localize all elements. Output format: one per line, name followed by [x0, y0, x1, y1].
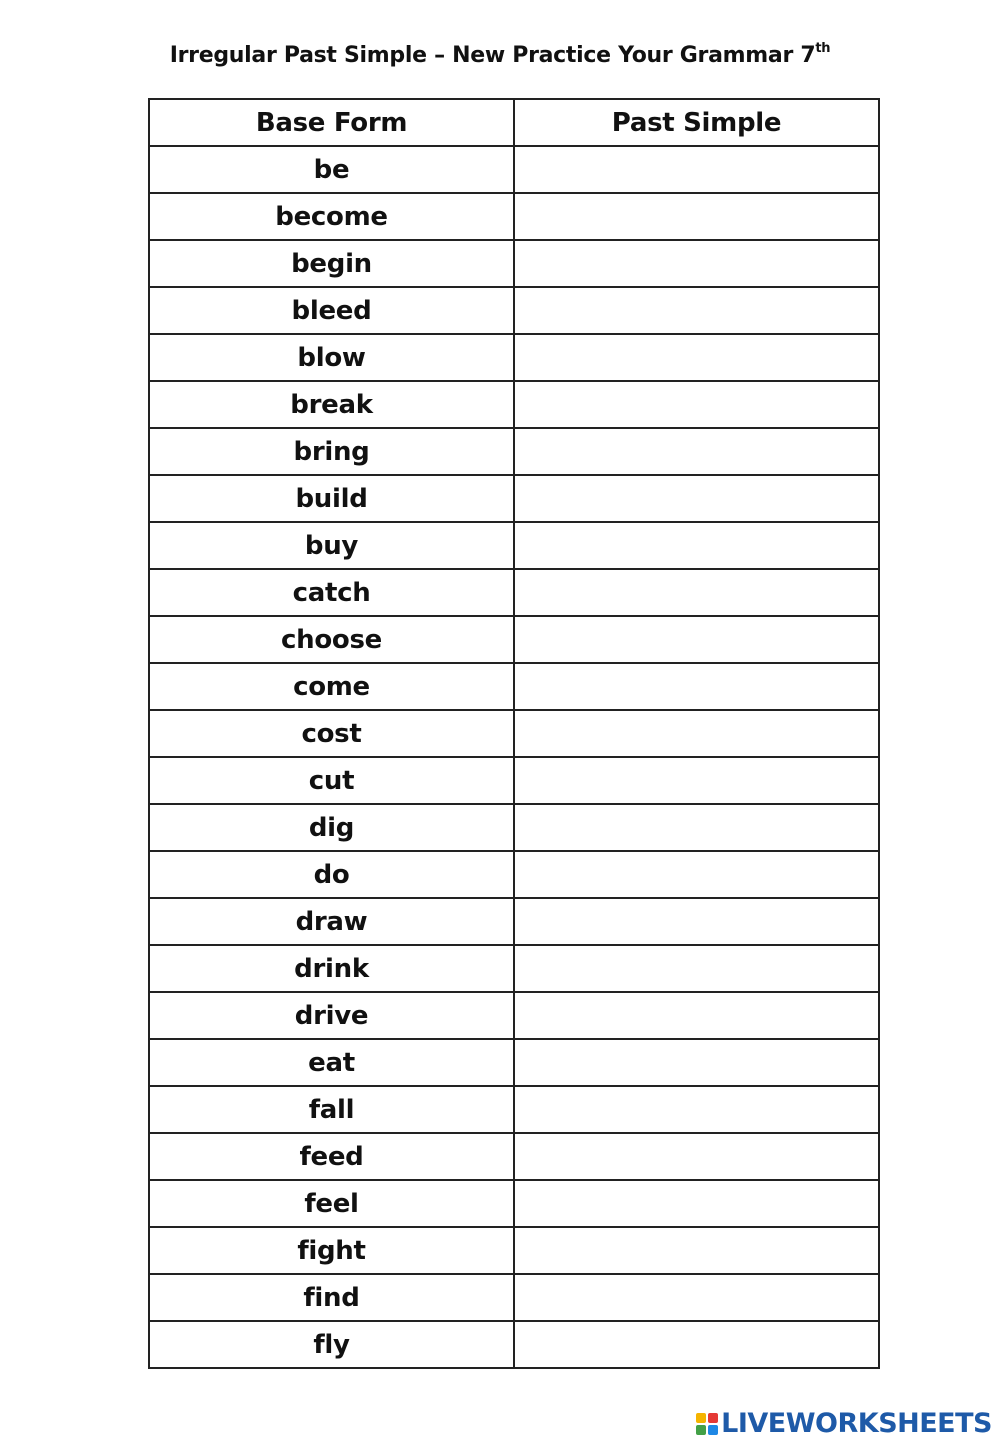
table-row	[149, 1274, 879, 1321]
past-simple-answer-cell[interactable]	[514, 428, 879, 475]
base-form-cell: build	[149, 475, 514, 522]
base-form-cell: drink	[149, 945, 514, 992]
verb-table	[148, 98, 880, 1369]
column-header-past-simple: Past Simple	[514, 99, 879, 146]
base-form-cell: find	[149, 1274, 514, 1321]
base-form-cell: do	[149, 851, 514, 898]
base-form-cell: bring	[149, 428, 514, 475]
table-row	[149, 334, 879, 381]
table-row	[149, 1133, 879, 1180]
past-simple-answer-cell[interactable]	[514, 945, 879, 992]
past-simple-answer-cell[interactable]	[514, 287, 879, 334]
table-row	[149, 898, 879, 945]
table-row	[149, 146, 879, 193]
base-form-cell: cost	[149, 710, 514, 757]
past-simple-answer-cell[interactable]	[514, 1227, 879, 1274]
past-simple-answer-cell[interactable]	[514, 1321, 879, 1368]
table-row	[149, 381, 879, 428]
base-form-cell: begin	[149, 240, 514, 287]
title-superscript: th	[815, 41, 831, 56]
past-simple-answer-cell[interactable]	[514, 898, 879, 945]
past-simple-answer-cell[interactable]	[514, 804, 879, 851]
past-simple-answer-cell[interactable]	[514, 475, 879, 522]
table-row	[149, 287, 879, 334]
logo-square	[696, 1425, 706, 1435]
past-simple-answer-cell[interactable]	[514, 334, 879, 381]
past-simple-answer-cell[interactable]	[514, 992, 879, 1039]
past-simple-answer-cell[interactable]	[514, 1274, 879, 1321]
table-header-row	[149, 99, 879, 146]
table-row	[149, 757, 879, 804]
table-row	[149, 569, 879, 616]
table-row	[149, 851, 879, 898]
title-text: Irregular Past Simple – New Practice Your Grammar 7	[169, 43, 816, 68]
past-simple-answer-cell[interactable]	[514, 569, 879, 616]
past-simple-answer-cell[interactable]	[514, 616, 879, 663]
table-row	[149, 616, 879, 663]
base-form-cell: feel	[149, 1180, 514, 1227]
table-row	[149, 663, 879, 710]
table-row	[149, 1039, 879, 1086]
past-simple-answer-cell[interactable]	[514, 381, 879, 428]
past-simple-answer-cell[interactable]	[514, 240, 879, 287]
table-row	[149, 428, 879, 475]
worksheet-title	[0, 38, 1000, 74]
table-row	[149, 1321, 879, 1368]
table-row	[149, 1180, 879, 1227]
past-simple-answer-cell[interactable]	[514, 1180, 879, 1227]
base-form-cell: come	[149, 663, 514, 710]
base-form-cell: drive	[149, 992, 514, 1039]
past-simple-answer-cell[interactable]	[514, 757, 879, 804]
base-form-cell: cut	[149, 757, 514, 804]
table-row	[149, 945, 879, 992]
table-row	[149, 475, 879, 522]
base-form-cell: fall	[149, 1086, 514, 1133]
liveworksheets-brand	[696, 1409, 992, 1439]
base-form-cell: break	[149, 381, 514, 428]
logo-square	[708, 1413, 718, 1423]
past-simple-answer-cell[interactable]	[514, 193, 879, 240]
past-simple-answer-cell[interactable]	[514, 710, 879, 757]
table-body	[149, 146, 879, 1368]
table-row	[149, 1227, 879, 1274]
table-row	[149, 1086, 879, 1133]
base-form-cell: fight	[149, 1227, 514, 1274]
base-form-cell: eat	[149, 1039, 514, 1086]
brand-text: LIVEWORKSHEETS	[721, 1408, 992, 1439]
past-simple-answer-cell[interactable]	[514, 1086, 879, 1133]
table-row	[149, 193, 879, 240]
past-simple-answer-cell[interactable]	[514, 663, 879, 710]
past-simple-answer-cell[interactable]	[514, 1039, 879, 1086]
liveworksheets-logo-icon	[696, 1413, 718, 1435]
base-form-cell: dig	[149, 804, 514, 851]
table-row	[149, 522, 879, 569]
base-form-cell: become	[149, 193, 514, 240]
table-row	[149, 804, 879, 851]
base-form-cell: catch	[149, 569, 514, 616]
past-simple-answer-cell[interactable]	[514, 1133, 879, 1180]
base-form-cell: feed	[149, 1133, 514, 1180]
table-row	[149, 710, 879, 757]
base-form-cell: blow	[149, 334, 514, 381]
table-row	[149, 992, 879, 1039]
base-form-cell: buy	[149, 522, 514, 569]
base-form-cell: fly	[149, 1321, 514, 1368]
logo-square	[708, 1425, 718, 1435]
past-simple-answer-cell[interactable]	[514, 851, 879, 898]
logo-square	[696, 1413, 706, 1423]
base-form-cell: bleed	[149, 287, 514, 334]
table-row	[149, 240, 879, 287]
base-form-cell: draw	[149, 898, 514, 945]
column-header-base-form: Base Form	[149, 99, 514, 146]
past-simple-answer-cell[interactable]	[514, 522, 879, 569]
base-form-cell: be	[149, 146, 514, 193]
past-simple-answer-cell[interactable]	[514, 146, 879, 193]
base-form-cell: choose	[149, 616, 514, 663]
